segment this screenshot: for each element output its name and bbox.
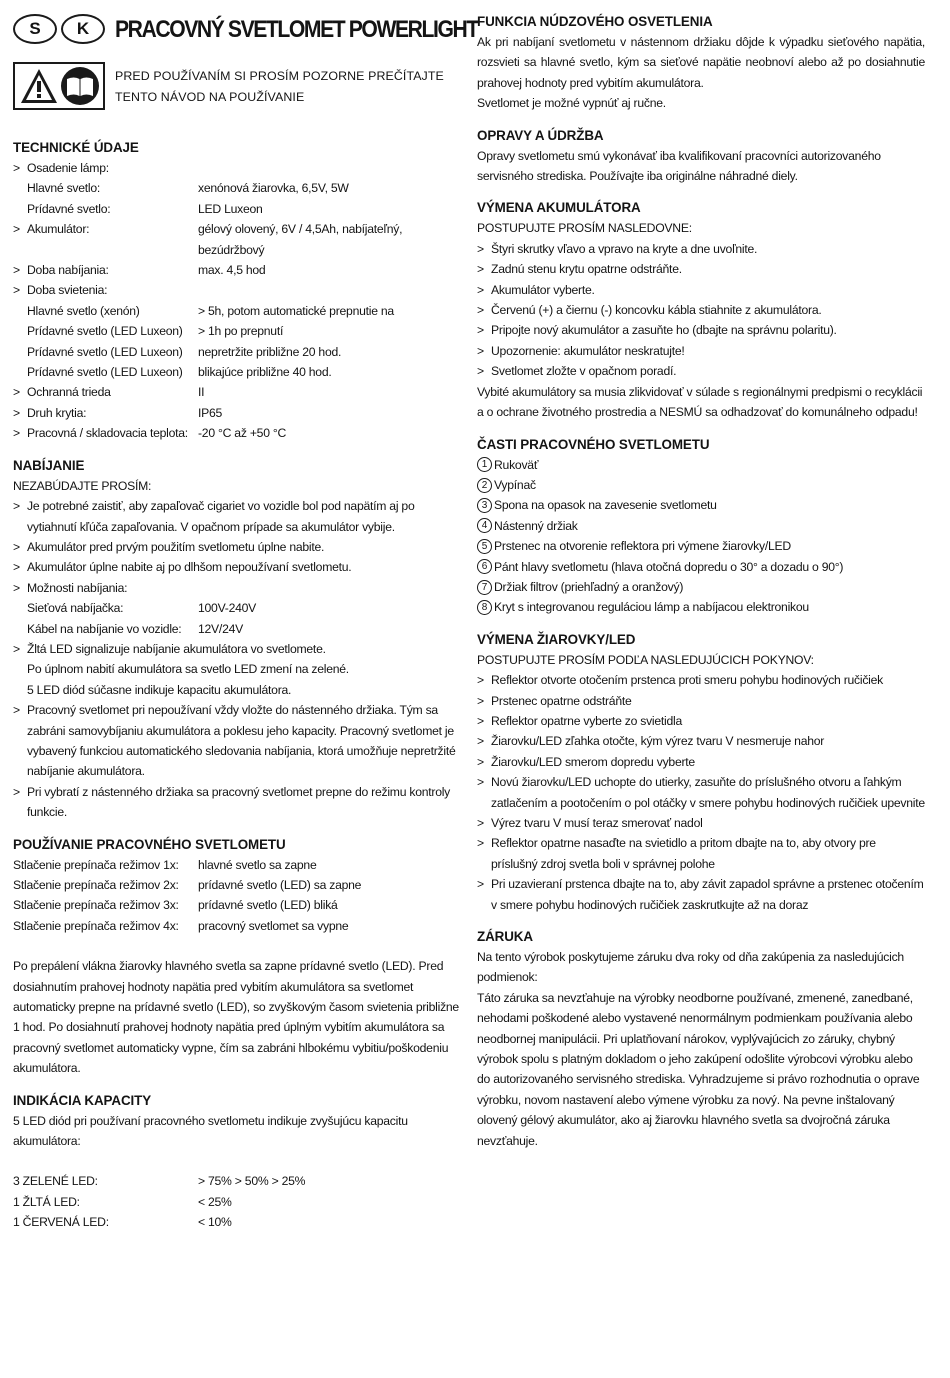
usage-row xyxy=(13,916,461,936)
part-label: Vypínač xyxy=(494,477,536,492)
usage-key: Stlačenie prepínača režimov 4x: xyxy=(13,918,179,933)
charging-option-value: 100V-240V xyxy=(198,601,257,616)
battery-disposal-note: Vybité akumulátory sa musia zlikvidovať v súlade s regionálnymi predpismi o recyklácii a o ochrane životného prostredia a NESMÚ sa odhadzovať do komunálneho odpadu! xyxy=(477,384,923,420)
charging-option-row xyxy=(13,619,461,639)
list-item: > Reflektor opatrne vyberte zo svietidla xyxy=(477,711,925,731)
capacity-key: 1 ČERVENÁ LED: xyxy=(13,1215,109,1230)
tech-row xyxy=(13,219,461,260)
lang-badge-k: K xyxy=(61,14,105,44)
warranty-heading: ZÁRUKA xyxy=(477,929,533,945)
tech-value: II xyxy=(198,385,205,400)
tech-light-label: > Doba svietenia: xyxy=(13,280,461,300)
tech-value: -20 °C až +50 °C xyxy=(198,426,287,441)
warranty-paragraph: Na tento výrobok poskytujeme záruku dva roky od dňa zakúpenia za nasledujúcich podmienok: xyxy=(477,950,904,985)
tech-row xyxy=(13,321,461,341)
document-header xyxy=(13,0,478,138)
list-item-continuation: Po úplnom nabití akumulátora sa svetlo LED zmení na zelené. xyxy=(27,662,349,677)
list-item: > Možnosti nabíjania: xyxy=(13,578,461,598)
left-column xyxy=(13,0,478,1245)
usage-key: Stlačenie prepínača režimov 1x: xyxy=(13,857,179,872)
technical-data-section xyxy=(13,138,461,444)
capacity-value: > 75% > 50% > 25% xyxy=(198,1174,306,1189)
document-title: PRACOVNÝ SVETLOMET POWERLIGHT xyxy=(115,16,478,43)
usage-section xyxy=(13,835,461,1079)
list-item xyxy=(477,495,925,515)
list-item: > Svetlomet zložte v opačnom poradí. xyxy=(477,361,925,381)
list-item: > Akumulátor pred prvým použitím svetlometu úplne nabite. xyxy=(13,537,461,557)
part-number: 7 xyxy=(477,580,492,595)
list-item: > Upozornenie: akumulátor neskratujte! xyxy=(477,341,925,361)
usage-row xyxy=(13,855,461,875)
part-number: 8 xyxy=(477,600,492,615)
part-number: 5 xyxy=(477,539,492,554)
bulb-swap-lead: POSTUPUJTE PROSÍM PODĽA NASLEDUJÚCICH POKYNOV: xyxy=(477,652,814,667)
right-column xyxy=(477,12,925,1163)
tech-value: > 5h, potom automatické prepnutie na xyxy=(198,303,394,318)
tech-row xyxy=(13,342,461,362)
list-item: > Výrez tvaru V musí teraz smerovať nadol xyxy=(477,813,925,833)
tech-row xyxy=(13,382,461,402)
part-number: 1 xyxy=(477,457,492,472)
capacity-value: < 10% xyxy=(198,1215,232,1230)
warranty-paragraph: Táto záruka sa nevzťahuje na výrobky neodborne používané, zmenené, zanedbané, nehodami poškodené alebo vystavené nenormálnym podmienkam používania alebo neodbornej manipulácii. Pri uplatňovaní nárokov, vyplývajúcich zo záruky, chybný výrobok spolu s platným dokladom o jeho zakúpení odošlite výrobcovi výrobku alebo do autorizovaného servisného strediska. Vyhradzujeme si právo rozhodnutia o oprave výrobku, novom nastavení alebo výmene výrobku za nový. Na pevne inštalovaný olovený gélový akumulátor, ako aj žiarovku hlavného svetla sa dvojročná záruka nevzťahuje. xyxy=(477,990,920,1148)
list-item: > Žiarovku/LED zľahka otočte, kým výrez tvaru V nesmeruje nahor xyxy=(477,731,925,751)
tech-key: > Druh krytia: xyxy=(13,403,198,423)
charging-option-value: 12V/24V xyxy=(198,621,244,636)
usage-key: Stlačenie prepínača režimov 3x: xyxy=(13,898,179,913)
charging-option-key: Sieťová nabíjačka: xyxy=(27,601,124,616)
capacity-section xyxy=(13,1091,461,1233)
usage-key: Stlačenie prepínača režimov 2x: xyxy=(13,878,179,892)
part-label: Prstenec na otvorenie reflektora pri výmene žiarovky/LED xyxy=(494,539,791,554)
tech-key: > Doba nabíjania: xyxy=(13,260,198,280)
tech-row xyxy=(13,260,461,280)
list-item: > Akumulátor vyberte. xyxy=(477,280,925,300)
part-label: Kryt s integrovanou reguláciou lámp a nabíjacou elektronikou xyxy=(494,600,809,615)
repair-heading: OPRAVY A ÚDRŽBA xyxy=(477,127,604,143)
manual-book-icon xyxy=(60,66,100,106)
spacer xyxy=(13,936,461,956)
part-number: 2 xyxy=(477,478,492,493)
usage-row xyxy=(13,895,461,915)
capacity-row xyxy=(13,1192,461,1212)
battery-swap-section xyxy=(477,198,925,422)
tech-key: Prídavné svetlo (LED Luxeon) xyxy=(27,344,183,359)
part-label: Rukoväť xyxy=(494,457,539,472)
list-item: > Žiarovku/LED smerom dopredu vyberte xyxy=(477,752,925,772)
list-item: > Zadnú stenu krytu opatrne odstráňte. xyxy=(477,259,925,279)
list-item: > Pri vybratí z nástenného držiaka sa pracovný svetlomet prepne do režimu kontroly funkcie. xyxy=(13,782,461,823)
tech-key: > Akumulátor: xyxy=(13,219,198,260)
capacity-heading: INDIKÁCIA KAPACITY xyxy=(13,1092,152,1108)
tech-value: xenónová žiarovka, 6,5V, 5W xyxy=(198,181,349,196)
usage-paragraph: Po prepálení vlákna žiarovky hlavného svetla sa zapne prídavné svetlo (LED). Pred dosiahnutím prahovej hodnoty napätia pred vybitím akumulátora sa svetlomet automaticky prepne na prídavné svetlo (LED), so zvyškovým časom svietenia približne 1 hod. Po dosiahnutí prahovej hodnoty napätia pred úplným vybitím akumulátora sa pracovný svetlomet automaticky vypne, čím sa zabráni hlbokému vybitiu/poškodeniu akumulátora. xyxy=(13,959,459,1076)
tech-row xyxy=(13,403,461,423)
charging-option-key: Kábel na nabíjanie vo vozidle: xyxy=(27,621,182,636)
repair-section xyxy=(477,126,925,187)
part-label: Pánt hlavy svetlometu (hlava otočná dopredu o 30° a dozadu o 90°) xyxy=(494,559,844,574)
list-item xyxy=(477,577,925,597)
charging-section xyxy=(13,456,461,823)
parts-heading: ČASTI PRACOVNÉHO SVETLOMETU xyxy=(477,436,710,452)
emergency-paragraph: Ak pri nabíjaní svetlometu v nástennom držiaku dôjde k výpadku sieťového napätia, rozsvieti sa hlavné svetlo, kým sa sieťové napätie neobnoví alebo až po dosiahnutie prahovej hodnoty pred vybitím akumulátora. xyxy=(477,35,925,90)
list-item: > Reflektor otvorte otočením prstenca proti smeru pohybu hodinových ručičiek xyxy=(477,670,925,690)
charging-option-row xyxy=(13,598,461,618)
emergency-paragraph: Svetlomet je možné vypnúť aj ručne. xyxy=(477,96,666,111)
charging-lead: NEZABÚDAJTE PROSÍM: xyxy=(13,478,152,493)
battery-swap-lead: POSTUPUJTE PROSÍM NASLEDOVNE: xyxy=(477,221,692,236)
list-item: > Červenú (+) a čiernu (-) koncovku kábla stiahnite z akumulátora. xyxy=(477,300,925,320)
tech-lamps-label: > Osadenie lámp: xyxy=(13,158,461,178)
part-number: 6 xyxy=(477,559,492,574)
list-item: > Pri uzavieraní prstenca dbajte na to, aby závit zapadol správne a prstenec otočením v smere pohybu hodinových ručičiek zaskrutkujte až na doraz xyxy=(477,874,925,915)
warning-icon xyxy=(19,66,59,106)
part-label: Držiak filtrov (priehľadný a oranžový) xyxy=(494,579,684,594)
part-number: 3 xyxy=(477,498,492,513)
list-item xyxy=(477,455,925,475)
capacity-row xyxy=(13,1212,461,1232)
battery-swap-heading: VÝMENA AKUMULÁTORA xyxy=(477,200,641,216)
warranty-section xyxy=(477,927,925,1151)
usage-heading: POUŽÍVANIE PRACOVNÉHO SVETLOMETU xyxy=(13,836,286,852)
spacer xyxy=(13,1151,461,1171)
tech-row xyxy=(13,423,461,443)
emergency-section xyxy=(477,12,925,114)
capacity-lead: 5 LED diód pri používaní pracovného svetlometu indikuje zvyšujúcu kapacitu akumulátora: xyxy=(13,1113,408,1149)
bulb-swap-section xyxy=(477,630,925,915)
usage-value: hlavné svetlo sa zapne xyxy=(198,857,317,872)
tech-key: Hlavné svetlo: xyxy=(27,181,101,196)
part-label: Spona na opasok na zavesenie svetlometu xyxy=(494,498,717,513)
list-item xyxy=(477,536,925,556)
list-item: > Je potrebné zaistiť, aby zapaľovač cigariet vo vozidle bol pod napätím aj po vytiahnutí kľúča zapaľovania. V opačnom prípade sa akumulátor vybije. xyxy=(13,496,461,537)
tech-key: > Pracovná / skladovacia teplota: xyxy=(13,423,198,443)
list-item xyxy=(477,475,925,495)
bulb-swap-heading: VÝMENA ŽIAROVKY/LED xyxy=(477,631,636,647)
list-item: > Pracovný svetlomet pri nepoužívaní vždy vložte do nástenného držiaka. Tým sa zabráni samovybíjaniu akumulátora a poklesu jeho kapacity. Pracovný svetlomet je vybavený funkciou automatického sledovania nabíjania, ktorá umožňuje nepretržité nabíjanie akumulátora. xyxy=(13,700,461,782)
list-item: > Prstenec opatrne odstráňte xyxy=(477,691,925,711)
tech-value: max. 4,5 hod xyxy=(198,263,266,278)
usage-row xyxy=(13,875,461,895)
tech-key: Prídavné svetlo (LED Luxeon) xyxy=(27,365,183,380)
capacity-key: 1 ŽLTÁ LED: xyxy=(13,1194,80,1209)
tech-value: LED Luxeon xyxy=(198,201,263,216)
list-item xyxy=(477,516,925,536)
technical-data-heading: TECHNICKÉ ÚDAJE xyxy=(13,140,139,155)
list-item: > Štyri skrutky vľavo a vpravo na kryte a dne uvoľnite. xyxy=(477,239,925,259)
capacity-value: < 25% xyxy=(198,1194,232,1209)
tech-key: Hlavné svetlo (xenón) xyxy=(27,303,140,318)
charging-heading: NABÍJANIE xyxy=(13,457,85,473)
language-badges xyxy=(13,14,105,44)
part-number: 4 xyxy=(477,518,492,533)
list-item: > Pripojte nový akumulátor a zasuňte ho (dbajte na správnu polaritu). xyxy=(477,320,925,340)
usage-value: pracovný svetlomet sa vypne xyxy=(198,918,349,933)
capacity-key: 3 ZELENÉ LED: xyxy=(13,1174,98,1189)
list-item xyxy=(477,597,925,617)
list-item-continuation: 5 LED diód súčasne indikuje kapacitu akumulátora. xyxy=(27,682,292,697)
list-item: > Reflektor opatrne nasaďte na svietidlo a pritom dbajte na to, aby otvory pre príslušný zdroj svetla boli v správnej polohe xyxy=(477,833,925,874)
tech-value: blikajúce približne 40 hod. xyxy=(198,365,332,380)
tech-row xyxy=(13,301,461,321)
capacity-row xyxy=(13,1171,461,1191)
tech-key: > Ochranná trieda xyxy=(13,382,198,402)
warning-box xyxy=(13,62,105,110)
tech-key: Prídavné svetlo: xyxy=(27,201,111,216)
emergency-heading: FUNKCIA NÚDZOVÉHO OSVETLENIA xyxy=(477,14,713,29)
tech-row xyxy=(13,178,461,198)
list-item: > Akumulátor úplne nabite aj po dlhšom nepoužívaní svetlometu. xyxy=(13,557,461,577)
read-manual-note: PRED POUŽÍVANÍM SI PROSÍM POZORNE PREČÍTAJTE TENTO NÁVOD NA POUŽÍVANIE xyxy=(115,69,444,104)
parts-section xyxy=(477,435,925,618)
lang-badge-s: S xyxy=(13,14,57,44)
part-label: Nástenný držiak xyxy=(494,518,578,533)
list-item: > Žltá LED signalizuje nabíjanie akumulátora vo svetlomete. xyxy=(13,639,461,659)
tech-value: nepretržite približne 20 hod. xyxy=(198,344,342,359)
repair-paragraph: Opravy svetlometu smú vykonávať iba kvalifikovaní pracovníci autorizovaného servisného strediska. Používajte iba originálne náhradné diely. xyxy=(477,148,881,184)
tech-row xyxy=(13,199,461,219)
tech-row xyxy=(13,362,461,382)
tech-value: IP65 xyxy=(198,405,223,420)
list-item xyxy=(477,557,925,577)
usage-value: prídavné svetlo (LED) sa zapne xyxy=(198,878,362,892)
tech-value: > 1h po prepnutí xyxy=(198,324,284,339)
usage-value: prídavné svetlo (LED) bliká xyxy=(198,898,338,913)
tech-key: Prídavné svetlo (LED Luxeon) xyxy=(27,324,183,339)
list-item: > Novú žiarovku/LED uchopte do utierky, zasuňte do príslušného otvoru a ľahkým zatlačením a pootočením o pol otáčky v smere pohybu hodinových ručičiek upevnite xyxy=(477,772,925,813)
tech-value: gélový olovený, 6V / 4,5Ah, nabíjateľný, bezúdržbový xyxy=(198,222,403,257)
